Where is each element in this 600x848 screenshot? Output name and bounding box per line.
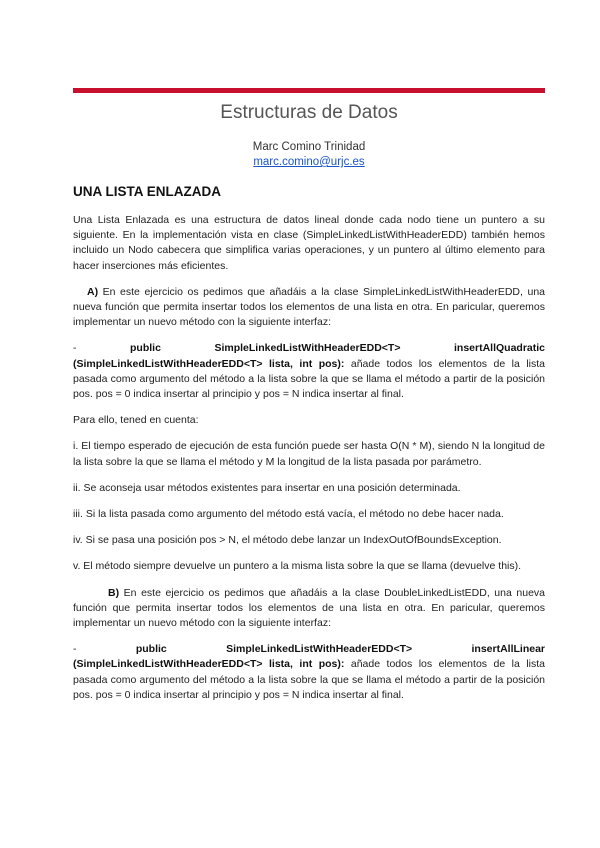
sig-b-type: SimpleLinkedListWithHeaderEDD<T> bbox=[226, 643, 413, 656]
sig-a-method: insertAllQuadratic bbox=[454, 342, 546, 355]
sig-b-desc: añade todos los elementos de la lista pasada como argumento del método a la lista sobre la que se llama el método a partir de la posición pos. pos = 0 indica insertar al principio y pos = N indica insertar al final. bbox=[73, 658, 545, 701]
sig-a-params: (SimpleLinkedListWithHeaderEDD<T> lista, int pos): bbox=[73, 357, 345, 370]
sig-b-dash: - bbox=[73, 643, 77, 656]
part-b-signature-rest bbox=[73, 657, 545, 703]
author-email-link[interactable]: marc.comino@urjc.es bbox=[253, 156, 365, 168]
part-a-text: En este ejercicio os pedimos que añadáis a la clase SimpleLinkedListWithHeaderEDD, una nueva función que permita insertar todos los elementos de una lista en otra. En paricular, queremos implementar un nuevo método con la siguiente interfaz: bbox=[73, 285, 545, 329]
sig-b-method: insertAllLinear bbox=[471, 643, 546, 656]
sig-b-params: (SimpleLinkedListWithHeaderEDD<T> lista, int pos): bbox=[73, 658, 345, 671]
part-b-signature-line bbox=[73, 642, 545, 657]
document-content bbox=[73, 100, 545, 714]
author-email bbox=[73, 155, 545, 169]
sig-b-public: public bbox=[135, 643, 167, 656]
note-item: v. El método siempre devuelve un puntero a la misma lista sobre la que se llama (devuelve this). bbox=[73, 560, 522, 573]
part-b-label: B) bbox=[108, 586, 120, 599]
note-item: iv. Si se pasa una posición pos > N, el método debe lanzar un IndexOutOfBoundsException. bbox=[73, 534, 502, 547]
intro-paragraph: Una Lista Enlazada es una estructura de datos lineal donde cada nodo tiene un puntero a su siguiente. En la implementación vista en clase (SimpleLinkedListWithHeaderEDD) también hemos incluido un Nodo cabecera que simplifica varias operaciones, y un puntero al último elemento para hacer inserciones más eficientes. bbox=[73, 214, 545, 272]
part-a-signature-rest bbox=[73, 357, 545, 403]
document-title: Estructuras de Datos bbox=[220, 102, 398, 123]
sig-a-type: SimpleLinkedListWithHeaderEDD<T> bbox=[214, 342, 401, 355]
sig-a-dash: - bbox=[73, 342, 77, 355]
author-name: Marc Comino Trinidad bbox=[252, 141, 366, 153]
header-red-rule bbox=[73, 88, 545, 93]
part-a-paragraph bbox=[73, 285, 545, 331]
section-heading: UNA LISTA ENLAZADA bbox=[73, 184, 221, 199]
part-a-signature-line bbox=[73, 341, 545, 356]
part-b-paragraph bbox=[73, 586, 545, 632]
sig-a-public: public bbox=[130, 342, 161, 355]
note-item: i. El tiempo esperado de ejecución de esta función puede ser hasta O(N * M), siendo N la longitud de la lista sobre la que se llama el método y M la longitud de la lista pasada por parámetro. bbox=[73, 440, 545, 468]
note-item: ii. Se aconseja usar métodos existentes para insertar en una posición determinada. bbox=[73, 481, 461, 494]
sig-a-desc: añade todos los elementos de la lista pasada como argumento del método a la lista sobre la que se llama el método a partir de la posición pos. pos = 0 indica insertar al principio y pos = N indica insertar al final. bbox=[73, 357, 545, 401]
notes-intro: Para ello, tened en cuenta: bbox=[73, 414, 199, 427]
part-a-label: A) bbox=[87, 285, 99, 298]
note-item: iii. Si la lista pasada como argumento del método está vacía, el método no debe hacer nada. bbox=[73, 508, 504, 521]
part-b-text: En este ejercicio os pedimos que añadáis a la clase DoubleLinkedListEDD, una nueva función que permita insertar todos los elementos de una lista en otra. En paricular, queremos implementar un nuevo método con la siguiente interfaz: bbox=[73, 586, 545, 630]
